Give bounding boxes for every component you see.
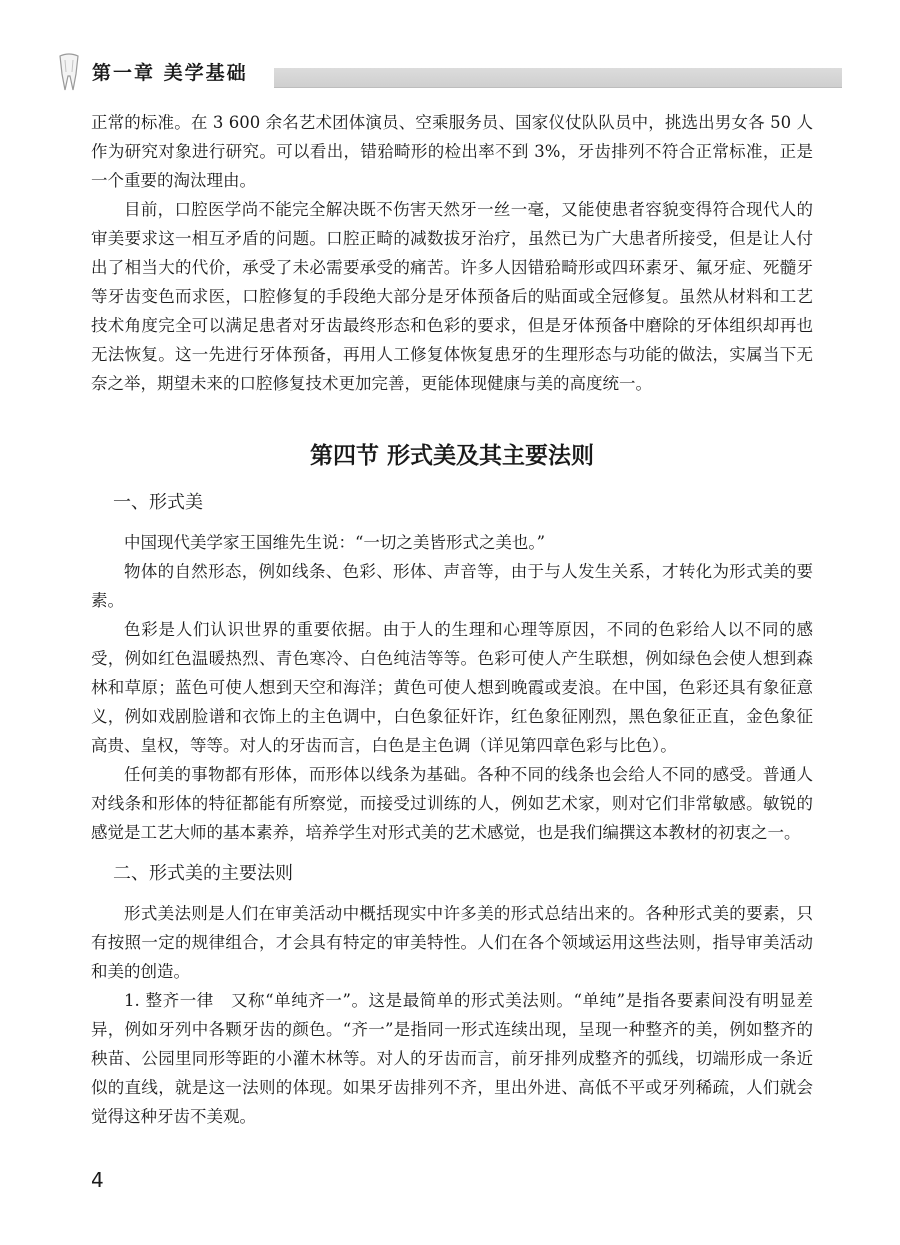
paragraph: 形式美法则是人们在审美活动中概括现实中许多美的形式总结出来的。各种形式美的要素，只有按照一定的规律组合，才会具有特定的审美特性。人们在各个领域运用这些法则，指导审美活动和美的创造。 <box>91 904 813 981</box>
paragraph: 目前，口腔医学尚不能完全解决既不伤害天然牙一丝一毫，又能使患者容貌变得符合现代人的审美要求这一相互矛盾的问题。口腔正畸的减数拔牙治疗，虽然已为广大患者所接受，但是让人付出了相当大的代价，承受了未必需要承受的痛苦。许多人因错𬌗畸形或四环素牙、氟牙症、死髓牙等牙齿变色而求医，口腔修复的手段绝大部分是牙体预备后的贴面或全冠修复。虽然从材料和工艺技术角度完全可以满足患者对牙齿最终形态和色彩的要求，但是牙体预备中磨除的牙体组织却再也无法恢复。这一先进行牙体预备，再用人工修复体恢复患牙的生理形态与功能的做法，实属当下无奈之举，期望未来的口腔修复技术更加完善，更能体现健康与美的高度统一。 <box>91 200 813 393</box>
tooth-icon <box>56 52 82 92</box>
paragraph: 物体的自然形态，例如线条、色彩、形体、声音等，由于与人发生关系，才转化为形式美的要素。 <box>91 562 813 610</box>
paragraph: 1. 整齐一律 又称“单纯齐一”。这是最简单的形式美法则。“单纯”是指各要素间没有明显差异，例如牙列中各颗牙齿的颜色。“齐一”是指同一形式连续出现，呈现一种整齐的美，例如整齐的秧苗、公园里同形等距的小灌木林等。对人的牙齿而言，前牙排列成整齐的弧线，切端形成一条近似的直线，就是这一法则的体现。如果牙齿排列不齐，里出外进、高低不平或牙列稀疏，人们就会觉得这种牙齿不美观。 <box>91 991 813 1126</box>
header-rule <box>274 68 842 88</box>
subsection-heading: 一、形式美 <box>113 492 203 513</box>
paragraph: 正常的标准。在 3 600 余名艺术团体演员、空乘服务员、国家仪仗队队员中，挑选出男女各 50 人作为研究对象进行研究。可以看出，错𬌗畸形的检出率不到 3%，牙齿排列不符合正常标准，正是一个重要的淘汰理由。 <box>91 113 813 190</box>
running-header <box>52 52 842 92</box>
section-title: 第四节 形式美及其主要法则 <box>309 442 594 469</box>
paragraph: 中国现代美学家王国维先生说：“一切之美皆形式之美也。” <box>124 533 546 552</box>
paragraph: 任何美的事物都有形体，而形体以线条为基础。各种不同的线条也会给人不同的感受。普通人对线条和形体的特征都能有所察觉，而接受过训练的人，例如艺术家，则对它们非常敏感。敏锐的感觉是工艺大师的基本素养，培养学生对形式美的艺术感觉，也是我们编撰这本教材的初衷之一。 <box>91 765 813 842</box>
page-content <box>91 108 813 1131</box>
page-number: 4 <box>91 1168 104 1192</box>
subsection-heading: 二、形式美的主要法则 <box>113 863 293 884</box>
chapter-title: 第一章 美学基础 <box>92 62 248 84</box>
paragraph: 色彩是人们认识世界的重要依据。由于人的生理和心理等原因，不同的色彩给人以不同的感受，例如红色温暖热烈、青色寒冷、白色纯洁等等。色彩可使人产生联想，例如绿色会使人想到森林和草原；蓝色可使人想到天空和海洋；黄色可使人想到晚霞或麦浪。在中国，色彩还具有象征意义，例如戏剧脸谱和衣饰上的主色调中，白色象征奸诈，红色象征刚烈，黑色象征正直，金色象征高贵、皇权，等等。对人的牙齿而言，白色是主色调（详见第四章色彩与比色）。 <box>91 620 813 755</box>
